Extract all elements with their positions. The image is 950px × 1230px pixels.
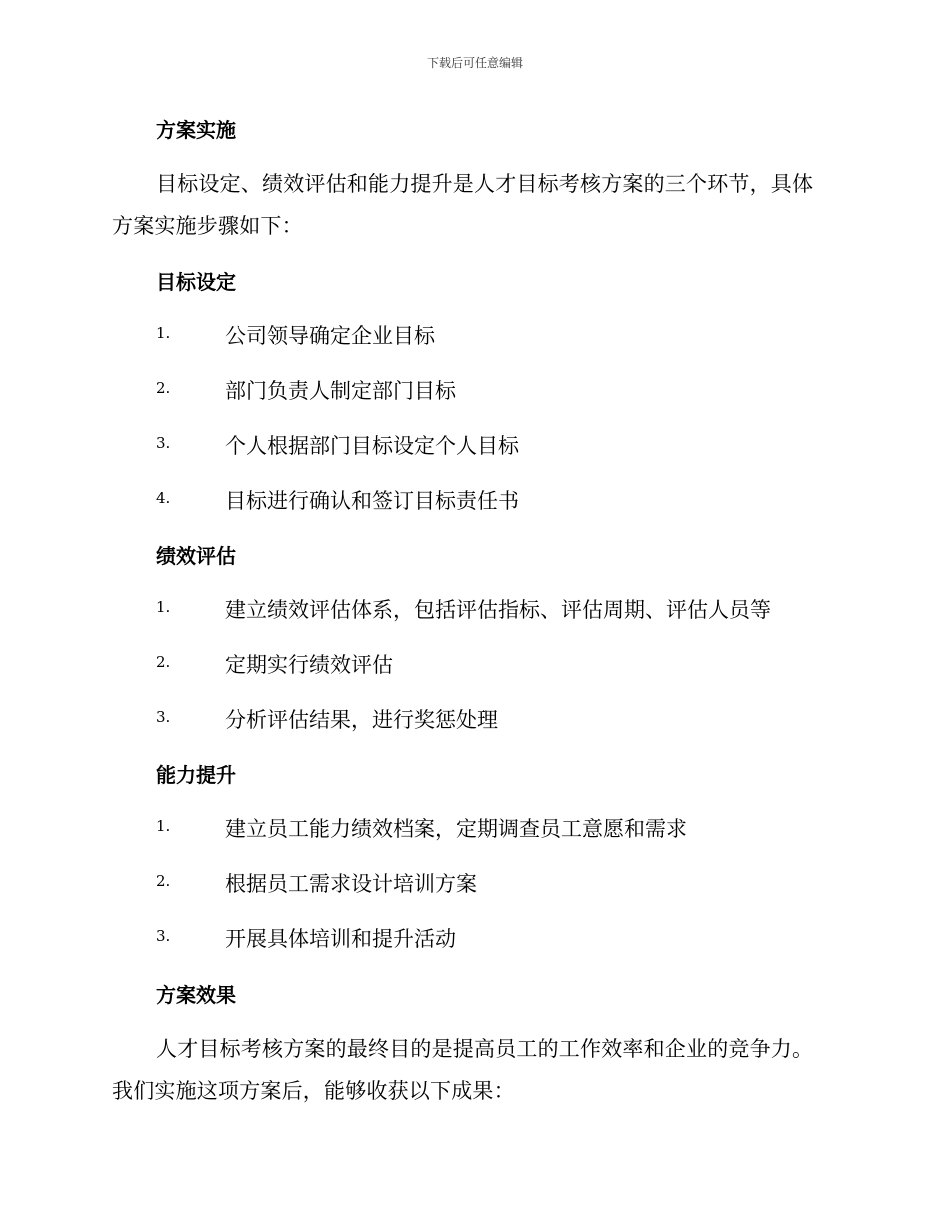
heading-ability-improvement: 能力提升 bbox=[156, 763, 236, 787]
list-item bbox=[156, 594, 856, 624]
list-item bbox=[156, 320, 856, 350]
list-item bbox=[156, 485, 856, 515]
list-text: 个人根据部门目标设定个人目标 bbox=[225, 434, 519, 458]
list-item bbox=[156, 704, 856, 734]
list-number: 3. bbox=[156, 927, 171, 945]
list-number: 2. bbox=[156, 872, 171, 890]
effect-paragraph-line-2: 我们实施这项方案后，能够收获以下成果： bbox=[112, 1079, 515, 1103]
list-text: 建立绩效评估体系，包括评估指标、评估周期、评估人员等 bbox=[225, 598, 771, 622]
list-item bbox=[156, 923, 856, 953]
impl-paragraph-line-2: 方案实施步骤如下： bbox=[112, 214, 303, 238]
list-number: 3. bbox=[156, 708, 171, 726]
effect-paragraph-line-1: 人才目标考核方案的最终目的是提高员工的工作效率和企业的竞争力。 bbox=[156, 1037, 814, 1061]
list-text: 部门负责人制定部门目标 bbox=[225, 379, 456, 403]
heading-results: 方案效果 bbox=[156, 983, 236, 1007]
list-number: 2. bbox=[156, 653, 171, 671]
list-number: 3. bbox=[156, 434, 171, 452]
list-item bbox=[156, 649, 856, 679]
page-header: 下载后可任意编辑 bbox=[426, 56, 523, 70]
list-item bbox=[156, 813, 856, 843]
list-text: 开展具体培训和提升活动 bbox=[225, 927, 456, 951]
list-item bbox=[156, 868, 856, 898]
list-text: 分析评估结果，进行奖惩处理 bbox=[225, 708, 498, 732]
list-number: 1. bbox=[156, 324, 171, 342]
list-text: 建立员工能力绩效档案，定期调查员工意愿和需求 bbox=[225, 817, 687, 841]
list-item bbox=[156, 430, 856, 460]
list-text: 定期实行绩效评估 bbox=[225, 653, 393, 677]
heading-goal-setting: 目标设定 bbox=[156, 270, 236, 294]
list-item bbox=[156, 375, 856, 405]
heading-implementation: 方案实施 bbox=[156, 118, 236, 142]
list-text: 公司领导确定企业目标 bbox=[225, 324, 435, 348]
list-number: 2. bbox=[156, 379, 171, 397]
impl-paragraph-line-1: 目标设定、绩效评估和能力提升是人才目标考核方案的三个环节，具体 bbox=[156, 172, 814, 196]
list-text: 目标进行确认和签订目标责任书 bbox=[225, 489, 519, 513]
heading-performance-evaluation: 绩效评估 bbox=[156, 544, 236, 568]
list-number: 4. bbox=[156, 489, 171, 507]
list-number: 1. bbox=[156, 817, 171, 835]
list-text: 根据员工需求设计培训方案 bbox=[225, 872, 477, 896]
list-number: 1. bbox=[156, 598, 171, 616]
